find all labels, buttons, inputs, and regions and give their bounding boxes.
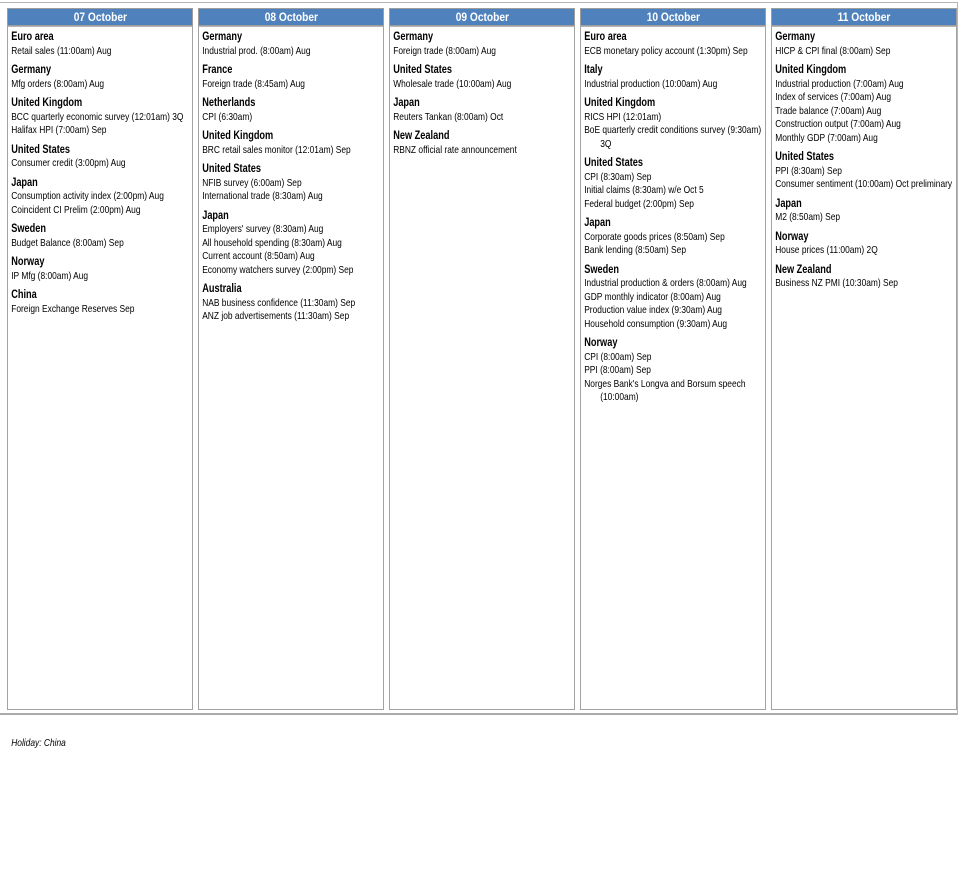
event-item: Employers' survey (8:30am) Aug [202,223,324,235]
country-group [393,31,571,58]
day-body [580,26,766,710]
event-item: Production value index (9:30am) Aug [584,304,722,316]
event-item: HICP & CPI final (8:00am) Sep [775,44,891,57]
country-name: Norway [584,337,618,349]
day-header [7,8,193,26]
event-item: Industrial production & orders (8:00am) Aug [584,277,747,289]
event-item: Corporate goods prices (8:50am) Sep [584,230,725,243]
event-item: Economy watchers survey (2:00pm) Sep [202,263,354,276]
country-group [775,231,953,258]
country-group [393,130,571,157]
country-name: Netherlands [202,97,256,109]
day-body-content [199,27,383,880]
event-item: Consumer sentiment (10:00am) Oct preliminary [775,178,953,190]
country-name: United States [393,64,452,76]
country-group [11,223,189,250]
country-group [202,283,380,324]
event-item: Halifax HPI (7:00am) Sep [11,124,107,136]
day-body [389,26,575,710]
country-name: Euro area [584,31,627,43]
event-item: Coincident CI Prelim (2:00pm) Aug [11,203,141,216]
country-group [11,289,189,316]
event-item: Reuters Tankan (8:00am) Oct [393,110,504,123]
event-item: Construction output (7:00am) Aug [775,118,901,130]
event-item: NAB business confidence (11:30am) Sep [202,296,356,309]
country-name: Australia [202,283,242,295]
country-name: United Kingdom [584,97,656,109]
country-group [584,31,762,58]
country-group [11,97,189,138]
country-group [584,264,762,332]
country-name: United Kingdom [775,64,847,76]
country-group [202,163,380,204]
country-group [584,157,762,211]
event-item: House prices (11:00am) 2Q [775,244,878,256]
country-group [202,130,380,157]
event-item: CPI (8:30am) Sep [584,170,652,183]
country-name: United States [11,143,70,156]
country-group [775,198,953,225]
event-item: CPI (6:30am) [202,110,253,123]
country-group-list [393,31,571,157]
event-item: Mfg orders (8:00am) Aug [11,77,105,90]
day-body [198,26,384,710]
event-item: GDP monthly indicator (8:00am) Aug [584,290,721,303]
event-item: ECB monetary policy account (1:30pm) Sep [584,44,748,57]
event-item: Initial claims (8:30am) w/e Oct 5 [584,184,704,196]
day-column [771,8,957,710]
event-item: Industrial production (7:00am) Aug [775,77,904,90]
country-group [11,144,189,171]
day-header-label: 10 October [646,10,700,24]
event-item: Budget Balance (8:00am) Sep [11,236,124,249]
event-item: BRC retail sales monitor (12:01am) Sep [202,143,351,156]
country-group [775,64,953,145]
event-item: International trade (8:30am) Aug [202,190,323,202]
country-name: China [11,289,37,301]
event-item: Business NZ PMI (10:30am) Sep [775,277,898,289]
day-header [580,8,766,26]
day-column [198,8,384,710]
country-group [584,97,762,151]
country-name: United States [584,157,643,169]
event-item: Federal budget (2:00pm) Sep [584,197,694,210]
event-item: Foreign Exchange Reserves Sep [11,302,135,315]
country-name: Japan [584,217,611,229]
country-name: Norway [11,256,45,268]
day-header-label: 07 October [73,10,127,24]
event-item: Consumer credit (3:00pm) Aug [11,157,126,169]
country-group-list [202,31,380,324]
event-item: RICS HPI (12:01am) [584,110,662,123]
country-name: United Kingdom [11,97,83,109]
country-group [11,64,189,91]
event-item: PPI (8:00am) Sep [584,364,651,376]
country-name: Germany [775,31,816,43]
day-body [7,26,193,749]
event-item: BCC quarterly economic survey (12:01am) 3Q [11,110,184,123]
country-name: Germany [202,31,243,43]
event-item: Current account (8:50am) Aug [202,250,315,262]
country-name: United Kingdom [202,130,274,142]
country-name: Sweden [11,223,46,235]
day-header-label: 08 October [264,10,318,24]
day-body-content [581,27,765,880]
country-group [11,256,189,283]
country-name: Japan [202,209,229,222]
event-item: Monthly GDP (7:00am) Aug [775,131,878,144]
country-group [584,217,762,258]
country-group [775,264,953,291]
event-item: All household spending (8:30am) Aug [202,236,342,249]
day-header [198,8,384,26]
event-item: Trade balance (7:00am) Aug [775,104,882,117]
country-group-list [775,31,953,291]
day-body-content [390,27,574,880]
day-header [389,8,575,26]
country-name: New Zealand [393,130,450,142]
event-item: Industrial production (10:00am) Aug [584,77,718,90]
day-column [389,8,575,710]
country-name: Sweden [584,263,619,276]
country-group [202,31,380,58]
country-name: Japan [11,176,38,189]
event-item: ANZ job advertisements (11:30am) Sep [202,310,350,322]
country-group [775,31,953,58]
country-group [775,151,953,192]
day-body-content [772,27,956,880]
event-item: Index of services (7:00am) Aug [775,91,891,103]
event-item: Foreign trade (8:45am) Aug [202,77,305,90]
event-item: IP Mfg (8:00am) Aug [11,269,89,282]
event-item: Retail sales (11:00am) Aug [11,44,112,57]
day-body-content [8,27,192,880]
country-group [202,64,380,91]
event-item: NFIB survey (6:00am) Sep [202,176,302,189]
country-group [202,97,380,124]
country-name: Euro area [11,31,54,43]
country-name: United States [775,151,834,163]
event-item: Industrial prod. (8:00am) Aug [202,44,311,57]
event-item: CPI (8:00am) Sep [584,350,652,363]
day-header [771,8,957,26]
event-item: Norges Bank's Longva and Borsum speech (10:00am) [584,377,746,403]
holiday-note: Holiday: China [11,736,66,749]
country-group [584,337,762,405]
country-name: Germany [11,64,52,76]
event-item: RBNZ official rate announcement [393,143,517,156]
event-item: Wholesale trade (10:00am) Aug [393,77,512,90]
country-name: Italy [584,64,603,76]
country-group [393,97,571,124]
day-header-label: 11 October [837,10,891,24]
event-item: Foreign trade (8:00am) Aug [393,44,496,57]
country-group [202,210,380,278]
calendar-grid [7,8,957,749]
country-group-list [584,31,762,405]
event-item: Consumption activity index (2:00pm) Aug [11,190,164,202]
country-name: New Zealand [775,263,832,276]
country-name: Germany [393,31,434,43]
event-item: Household consumption (9:30am) Aug [584,317,728,330]
event-item: BoE quarterly credit conditions survey (9:30am) 3Q [584,124,762,150]
day-column [7,8,193,749]
country-name: United States [202,163,261,175]
country-group [393,64,571,91]
day-body [771,26,957,710]
event-item: Bank lending (8:50am) Sep [584,244,686,256]
event-item: PPI (8:30am) Sep [775,164,842,177]
event-item: M2 (8:50am) Sep [775,211,841,223]
country-group [11,177,189,218]
country-name: Japan [393,97,420,109]
day-column [580,8,766,710]
country-group [584,64,762,91]
country-name: Japan [775,197,802,210]
country-name: France [202,64,233,76]
country-group [11,31,189,58]
country-name: Norway [775,230,809,243]
country-group-list [11,31,189,316]
day-header-label: 09 October [455,10,509,24]
